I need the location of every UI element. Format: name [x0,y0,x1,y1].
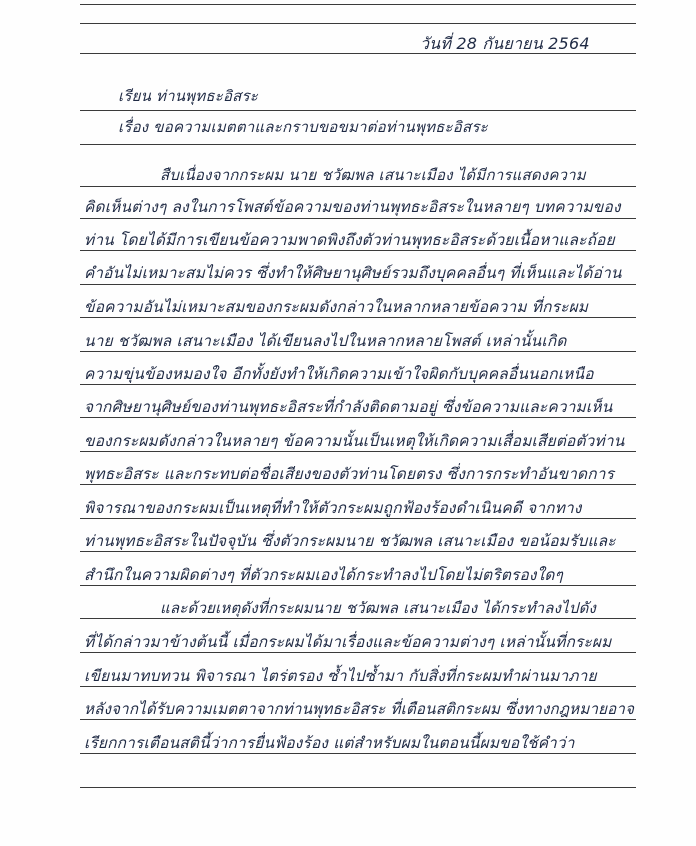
body-line: ของกระผมดังกล่าวในหลายๆ ข้อความนั้นเป็นเหตุให้เกิดความเสื่อมเสียต่อตัวท่าน [84,432,625,450]
ruled-line [80,417,636,418]
ruled-line [80,53,636,54]
body-line: พิจารณาของกระผมเป็นเหตุที่ทำให้ตัวกระผมถูกฟ้องร้องดำเนินคดี จากทาง [84,499,582,517]
body-line: จากศิษยานุศิษย์ของท่านพุทธะอิสระที่กำลังติดตามอยู่ ซึ่งข้อความและความเห็น [84,398,613,416]
ruled-line [80,250,636,251]
ruled-line [80,686,636,687]
body-line: ท่านพุทธะอิสระในปัจจุบัน ซึ่งตัวกระผมนาย ชวัฒพล เสนาะเมือง ขอน้อมรับและ [84,532,616,550]
body-line: ท่าน โดยได้มีการเขียนข้อความพาดพิงถึงตัวท่านพุทธะอิสระด้วยเนื้อหาและถ้อย [84,231,615,249]
ruled-line [80,753,636,754]
ruled-line [80,4,636,5]
body-line: ความขุ่นข้องหมองใจ อีกทั้งยังทำให้เกิดความเข้าใจผิดกับบุคคลอื่นนอกเหนือ [84,365,594,383]
ruled-line [80,317,636,318]
body-line: คำอันไม่เหมาะสมไม่ควร ซึ่งทำให้ศิษยานุศิษย์รวมถึงบุคคลอื่นๆ ที่เห็นและได้อ่าน [84,264,622,282]
body-line: หลังจากได้รับความเมตตาจากท่านพุทธะอิสระ ที่เตือนสติกระผม ซึ่งทางกฎหมายอาจ [84,700,635,718]
ruled-line [80,585,636,586]
letter-subject: เรื่อง ขอความเมตตาและกราบขอขมาต่อท่านพุทธะอิสระ [118,118,488,136]
body-line: สืบเนื่องจากกระผม นาย ชวัฒพล เสนาะเมือง ได้มีการแสดงความ [160,166,586,184]
ruled-line [80,384,636,385]
ruled-line [80,451,636,452]
body-line: เขียนมาทบทวน พิจารณา ไตร่ตรอง ซ้ำไปซ้ำมา กับสิ่งที่กระผมทำผ่านมาภาย [84,667,597,685]
ruled-line [80,787,636,788]
body-line: สำนึกในความผิดต่างๆ ที่ตัวกระผมเองได้กระทำลงไปโดยไม่ตริตรองใดๆ [84,566,564,584]
ruled-line [80,484,636,485]
ruled-line [80,618,636,619]
ruled-line [80,351,636,352]
letter-date: วันที่ 28 กันยายน 2564 [420,34,590,53]
body-line: และด้วยเหตุดังที่กระผมนาย ชวัฒพล เสนาะเมือง ได้กระทำลงไปดัง [160,599,597,617]
body-line: นาย ชวัฒพล เสนาะเมือง ได้เขียนลงไปในหลากหลายโพสต์ เหล่านั้นเกิด [84,332,567,350]
body-line: พุทธะอิสระ และกระทบต่อชื่อเสียงของตัวท่านโดยตรง ซึ่งการกระทำอันขาดการ [84,465,615,483]
body-line: เรียกการเตือนสตินี้ว่าการยื่นฟ้องร้อง แต่สำหรับผมในตอนนี้ผมขอใช้คำว่า [84,734,575,752]
ruled-line [80,186,636,187]
ruled-line [80,23,636,24]
ruled-line [80,218,636,219]
ruled-line [80,551,636,552]
body-line: คิดเห็นต่างๆ ลงในการโพสต์ข้อความของท่านพุทธะอิสระในหลายๆ บทความของ [84,198,621,216]
ruled-line [80,110,636,111]
ruled-line [80,144,636,145]
body-line: ข้อความอันไม่เหมาะสมของกระผมดังกล่าวในหลากหลายข้อความ ที่กระผม [84,298,589,316]
letter-salutation: เรียน ท่านพุทธะอิสระ [118,87,259,105]
ruled-line [80,652,636,653]
ruled-line [80,719,636,720]
ruled-line [80,284,636,285]
ruled-line [80,518,636,519]
body-line: ที่ได้กล่าวมาข้างต้นนี้ เมื่อกระผมได้มาเรื่องและข้อความต่างๆ เหล่านั้นที่กระผม [84,633,612,651]
